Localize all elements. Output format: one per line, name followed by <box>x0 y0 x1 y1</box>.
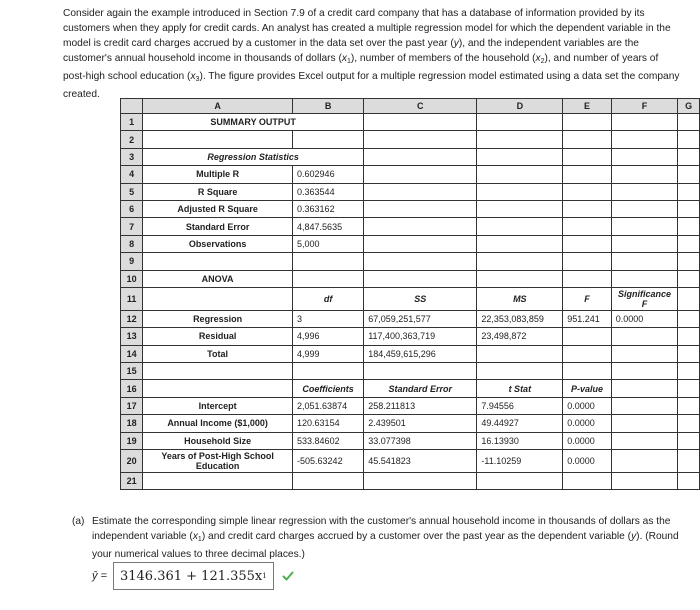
anova-significance-f: 0.0000 <box>611 310 678 327</box>
table-row <box>121 235 700 252</box>
coef-standard-error: 258.211813 <box>364 397 477 414</box>
coef-variable: Household Size <box>143 432 293 449</box>
coef-p-value: 0.0000 <box>563 415 611 432</box>
stat-value: 0.363544 <box>293 183 364 200</box>
table-row <box>121 415 700 432</box>
anova-header-df: df <box>293 287 364 310</box>
row-number: 15 <box>121 363 143 380</box>
row-number: 2 <box>121 131 143 148</box>
row-number: 12 <box>121 310 143 327</box>
table-row <box>121 473 700 490</box>
anova-header-ms: MS <box>477 287 563 310</box>
table-row <box>121 200 700 217</box>
column-header: B <box>293 99 364 114</box>
table-row <box>121 363 700 380</box>
table-row <box>121 380 700 397</box>
row-number: 3 <box>121 148 143 165</box>
summary-output-title: SUMMARY OUTPUT <box>143 114 364 131</box>
coef-header-p-value: P-value <box>563 380 611 397</box>
column-header: C <box>364 99 477 114</box>
table-row <box>121 148 700 165</box>
row-number: 6 <box>121 200 143 217</box>
row-number: 17 <box>121 397 143 414</box>
coef-standard-error: 33.077398 <box>364 432 477 449</box>
coef-value: -505.63242 <box>293 450 364 473</box>
anova-header-significance-f: Significance F <box>611 287 678 310</box>
anova-source: Total <box>143 345 293 362</box>
coef-header-t-stat: t Stat <box>477 380 563 397</box>
check-icon <box>282 570 294 582</box>
table-row <box>121 131 700 148</box>
answer-input[interactable]: 3146.361 + 121.355x 1 <box>113 562 274 590</box>
coef-value: 120.63154 <box>293 415 364 432</box>
anova-ss: 184,459,615,296 <box>364 345 477 362</box>
stat-value: 0.363162 <box>293 200 364 217</box>
table-row <box>121 450 700 473</box>
table-row <box>121 270 700 287</box>
regression-statistics-heading: Regression Statistics <box>143 148 364 165</box>
row-number: 7 <box>121 218 143 235</box>
coef-variable: Annual Income ($1,000) <box>143 415 293 432</box>
row-number: 10 <box>121 270 143 287</box>
anova-ms: 22,353,083,859 <box>477 310 563 327</box>
row-number: 18 <box>121 415 143 432</box>
table-row <box>121 183 700 200</box>
column-header: E <box>563 99 611 114</box>
anova-ss: 117,400,363,719 <box>364 328 477 345</box>
coef-t-stat: 7.94556 <box>477 397 563 414</box>
stat-value: 5,000 <box>293 235 364 252</box>
coef-standard-error: 45.541823 <box>364 450 477 473</box>
row-number: 14 <box>121 345 143 362</box>
table-row <box>121 253 700 270</box>
coef-header-coefficients: Coefficients <box>293 380 364 397</box>
row-number: 16 <box>121 380 143 397</box>
stat-value: 0.602946 <box>293 166 364 183</box>
anova-source: Regression <box>143 310 293 327</box>
row-number: 9 <box>121 253 143 270</box>
anova-heading: ANOVA <box>143 270 293 287</box>
corner-cell <box>121 99 143 114</box>
anova-header-ss: SS <box>364 287 477 310</box>
answer-row <box>92 562 294 590</box>
row-number: 1 <box>121 114 143 131</box>
row-number: 8 <box>121 235 143 252</box>
stat-label: Standard Error <box>143 218 293 235</box>
table-row <box>121 432 700 449</box>
excel-output-table <box>120 98 700 490</box>
coef-variable: Intercept <box>143 397 293 414</box>
column-header: D <box>477 99 563 114</box>
column-header: G <box>678 99 700 114</box>
anova-df: 3 <box>293 310 364 327</box>
column-header: A <box>143 99 293 114</box>
anova-header-f: F <box>563 287 611 310</box>
row-number: 21 <box>121 473 143 490</box>
coef-p-value: 0.0000 <box>563 397 611 414</box>
table-row <box>121 328 700 345</box>
table-row <box>121 345 700 362</box>
yhat-label: ŷ = <box>92 570 107 582</box>
problem-intro <box>63 6 683 102</box>
table-row <box>121 114 700 131</box>
stat-label: Adjusted R Square <box>143 200 293 217</box>
table-row <box>121 218 700 235</box>
table-row <box>121 310 700 327</box>
anova-df: 4,999 <box>293 345 364 362</box>
column-header-row <box>121 99 700 114</box>
coef-p-value: 0.0000 <box>563 432 611 449</box>
coef-t-stat: 16.13930 <box>477 432 563 449</box>
anova-f: 951.241 <box>563 310 611 327</box>
question-part-a <box>72 514 682 562</box>
row-number: 5 <box>121 183 143 200</box>
coef-value: 2,051.63874 <box>293 397 364 414</box>
anova-ms: 23,498,872 <box>477 328 563 345</box>
anova-source: Residual <box>143 328 293 345</box>
row-number: 4 <box>121 166 143 183</box>
intro-paragraph: Consider again the example introduced in Section 7.9 of a credit card company that has a database of information provided by its customers when they apply for credit cards. An analyst has created a multiple regression model for which the dependent variable in the model is credit card charges accrued by a customer in the data set over the past year (y), and the independent variables are the customer's annual household income in thousands of dollars $(x_1)$, number of members of the household $(x_2)$, and number of years of post-high school education $(x_3)$. The figure provides Excel output for a multiple regression model estimated using a data set the company created. <box>63 8 680 100</box>
row-number: 11 <box>121 287 143 310</box>
coef-t-stat: -11.10259 <box>477 450 563 473</box>
question-label: (a) <box>72 516 85 527</box>
table-row <box>121 287 700 310</box>
table-row <box>121 397 700 414</box>
table-row <box>121 166 700 183</box>
column-header: F <box>611 99 678 114</box>
row-number: 13 <box>121 328 143 345</box>
coef-value: 533.84602 <box>293 432 364 449</box>
row-number: 19 <box>121 432 143 449</box>
coef-variable: Years of Post-High School Education <box>143 450 293 473</box>
coef-t-stat: 49.44927 <box>477 415 563 432</box>
anova-df: 4,996 <box>293 328 364 345</box>
row-number: 20 <box>121 450 143 473</box>
anova-ss: 67,059,251,577 <box>364 310 477 327</box>
stat-label: Multiple R <box>143 166 293 183</box>
coef-standard-error: 2.439501 <box>364 415 477 432</box>
stat-label: Observations <box>143 235 293 252</box>
coef-header-standard-error: Standard Error <box>364 380 477 397</box>
question-text: Estimate the corresponding simple linear regression with the customer's annual household income in thousands of dollars as the independent variable $(x_1)$ and credit card charges accrued by a customer over the past year as the dependent variable (y). (Round your numerical values to three decimal places.) <box>92 516 679 560</box>
stat-label: R Square <box>143 183 293 200</box>
coef-p-value: 0.0000 <box>563 450 611 473</box>
stat-value: 4,847.5635 <box>293 218 364 235</box>
